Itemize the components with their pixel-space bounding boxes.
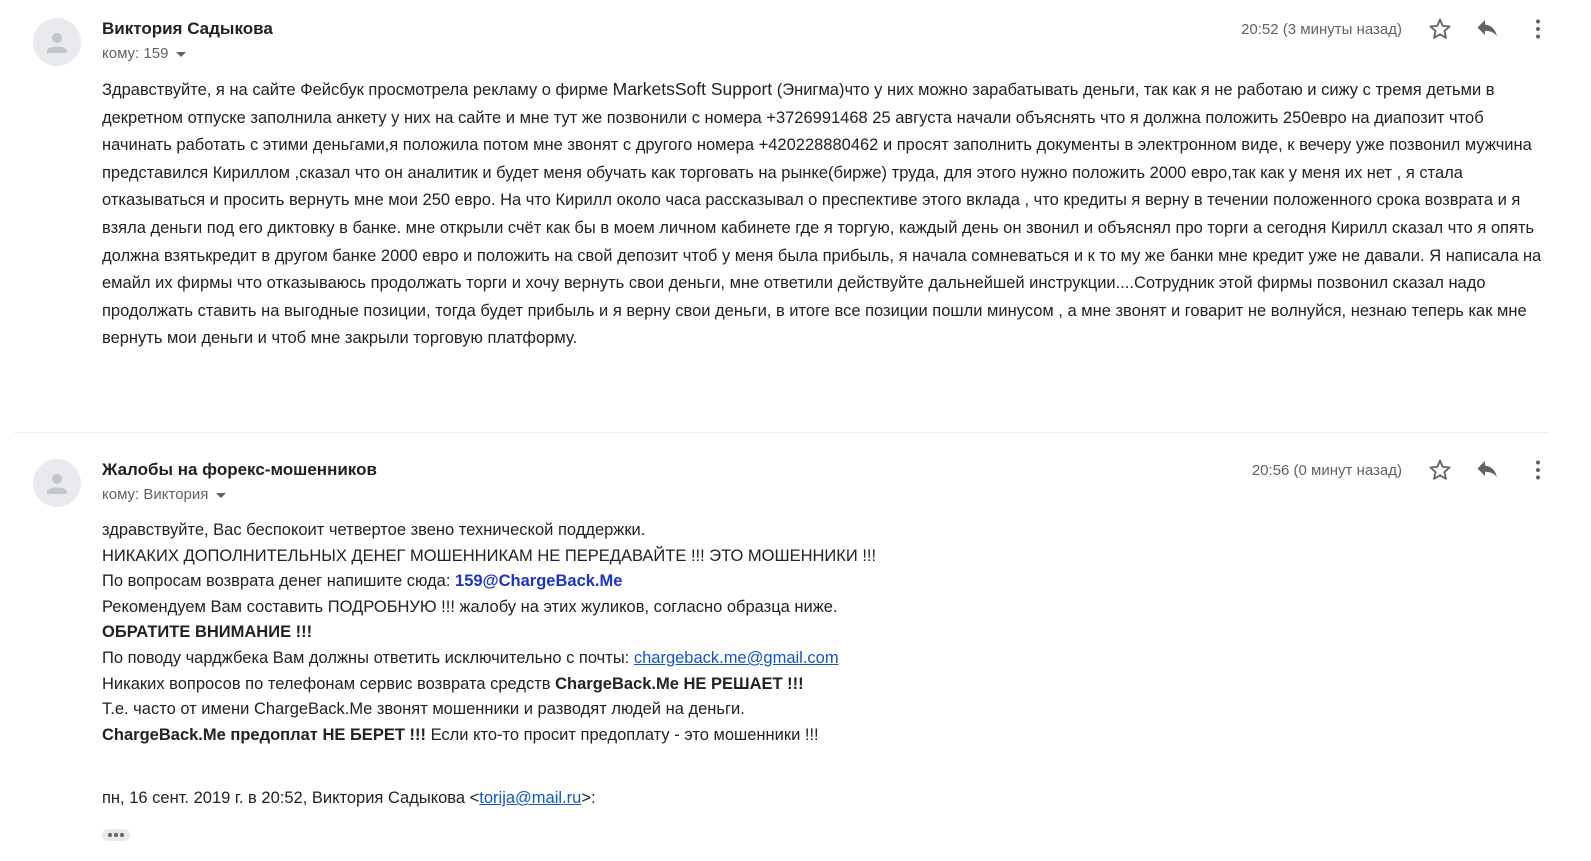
quote-prefix: пн, 16 сент. 2019 г. в 20:52, Виктория Садыкова < bbox=[102, 789, 480, 807]
bold-text: ChargeBack.Me предоплат НЕ БЕРЕТ !!! bbox=[102, 725, 426, 744]
recipient-line[interactable] bbox=[102, 486, 226, 503]
body-text: По поводу чарджбека Вам должны ответить исключительно с почты: bbox=[102, 648, 634, 667]
body-text: Если кто-то просит предоплату - это мошенники !!! bbox=[425, 725, 819, 744]
more-vert-icon bbox=[1524, 456, 1552, 484]
more-options-button[interactable] bbox=[1524, 15, 1552, 43]
body-line bbox=[102, 569, 1302, 595]
attention-heading: ОБРАТИТЕ ВНИМАНИЕ !!! bbox=[102, 623, 313, 642]
person-icon bbox=[33, 459, 81, 507]
star-icon bbox=[1426, 456, 1454, 484]
more-options-button[interactable] bbox=[1524, 456, 1552, 484]
message-body bbox=[102, 76, 1542, 353]
body-text: Никаких вопросов по телефонам сервис возврата средств bbox=[102, 674, 556, 693]
body-line: здравствуйте, Вас беспокоит четвертое звено технической поддержки. bbox=[102, 521, 646, 539]
body-line: НИКАКИХ ДОПОЛНИТЕЛЬНЫХ ДЕНЕГ МОШЕННИКАМ НЕ ПЕРЕДАВАЙТЕ !!! ЭТО МОШЕННИКИ !!! bbox=[102, 546, 877, 565]
quote-attribution bbox=[102, 789, 596, 808]
body-line bbox=[102, 620, 1302, 646]
sender-name[interactable]: Жалобы на форекс-мошенников bbox=[102, 460, 377, 479]
gmail-link[interactable]: chargeback.me@gmail.com bbox=[633, 648, 839, 667]
body-line bbox=[102, 672, 1302, 698]
recipient-label: кому: 159 bbox=[102, 45, 169, 62]
quote-suffix: >: bbox=[581, 789, 596, 807]
reply-button[interactable] bbox=[1474, 15, 1502, 43]
avatar[interactable] bbox=[33, 459, 81, 507]
show-trimmed-content-button[interactable] bbox=[102, 829, 130, 841]
more-vert-icon bbox=[1524, 15, 1552, 43]
company-name: MarketsSoft Support bbox=[612, 79, 773, 99]
recipient-label: кому: Виктория bbox=[102, 486, 209, 503]
recipient-line[interactable] bbox=[102, 45, 186, 62]
chevron-down-icon[interactable] bbox=[216, 493, 226, 498]
body-text-start: Здравствуйте, я на сайте Фейсбук просмотрела рекламу о фирме bbox=[102, 81, 613, 99]
sender-name[interactable]: Виктория Садыкова bbox=[102, 19, 273, 38]
message-body bbox=[102, 518, 1302, 748]
timestamp: 20:56 (0 минут назад) bbox=[1251, 462, 1402, 479]
reply-icon bbox=[1474, 15, 1502, 43]
body-line: Рекомендуем Вам составить ПОДРОБНУЮ !!! жалобу на этих жуликов, согласно образца ниже. bbox=[102, 597, 838, 616]
reply-icon bbox=[1474, 456, 1502, 484]
dot-icon bbox=[114, 833, 118, 837]
star-button[interactable] bbox=[1426, 456, 1454, 484]
body-text-rest: (Энигма)что у них можно зарабатывать деньги, так как я не работаю и сижу с тремя детьми в декретном отпуске заполнила анкету у них на сайте и мне тут же позвонили с номера +3726991468 25 августа начали объяснять что я должна положить 250евро на диапозит чтоб начинать работать с этими деньгами,я положила потом мне звонят с другого номера +420228880462 и просят заполнить документы в электронном виде, к вечеру уже позвонил мужчина представился Кириллом ,сказал что он аналитик и будет меня обучать как торговать на рынке(бирже) труда, для этого нужно положить 2000 евро,так как у меня их нет , я стала отказываться и просить вернуть мне мои 250 евро. На что Кирилл около часа рассказывал о преспективе этого вклада , что кредиты я верну в течении положенного срока возврата и я взяла деньги под его диктовку в банке. мне открыли счёт как бы в моем личном кабинете где я торгую, каждый день он звонил и объяснял про торги а сегодня Кирилл сказал что я опять должна взятькредит в другом банке 2000 евро и положить на свой депозит чтоб у меня была прибыль, я начала сомневаться и к то му же банки мне кредит уже не давали. Я написала на емайл их фирмы что отказываюсь продолжать торги и хочу вернуть свои деньги, мне ответили действуйте дальнейшей инструкции....Сотрудник этой фирмы позвонил сказал надо продолжать ставить на выгодные позиции, тогда будет прибыль и я верну свои деньги, в итоге все позиции пошли минусом , а мне звонят и говарит не волнуйся, незнаю теперь как мне вернуть мои деньги и чтоб мне закрыли торговую платформу. bbox=[102, 81, 1542, 348]
timestamp: 20:52 (3 минуты назад) bbox=[1241, 21, 1402, 38]
contact-email[interactable]: 159@ChargeBack.Me bbox=[455, 572, 623, 591]
bold-text: ChargeBack.Me НЕ РЕШАЕТ !!! bbox=[555, 674, 804, 693]
message-divider bbox=[14, 432, 1549, 433]
body-text: По вопросам возврата денег напишите сюда: bbox=[102, 572, 456, 591]
reply-button[interactable] bbox=[1474, 456, 1502, 484]
dot-icon bbox=[108, 833, 112, 837]
body-line: Т.е. часто от имени ChargeBack.Me звонят мошенники и разводят людей на деньги. bbox=[102, 700, 745, 719]
star-button[interactable] bbox=[1426, 15, 1454, 43]
email-message bbox=[0, 440, 1591, 861]
star-icon bbox=[1426, 15, 1454, 43]
avatar[interactable] bbox=[33, 18, 81, 66]
body-line bbox=[102, 646, 1302, 672]
chevron-down-icon[interactable] bbox=[176, 52, 186, 57]
quote-email-link[interactable]: torija@mail.ru bbox=[479, 789, 582, 807]
person-icon bbox=[33, 18, 81, 66]
dot-icon bbox=[120, 833, 124, 837]
body-line bbox=[102, 723, 1302, 749]
